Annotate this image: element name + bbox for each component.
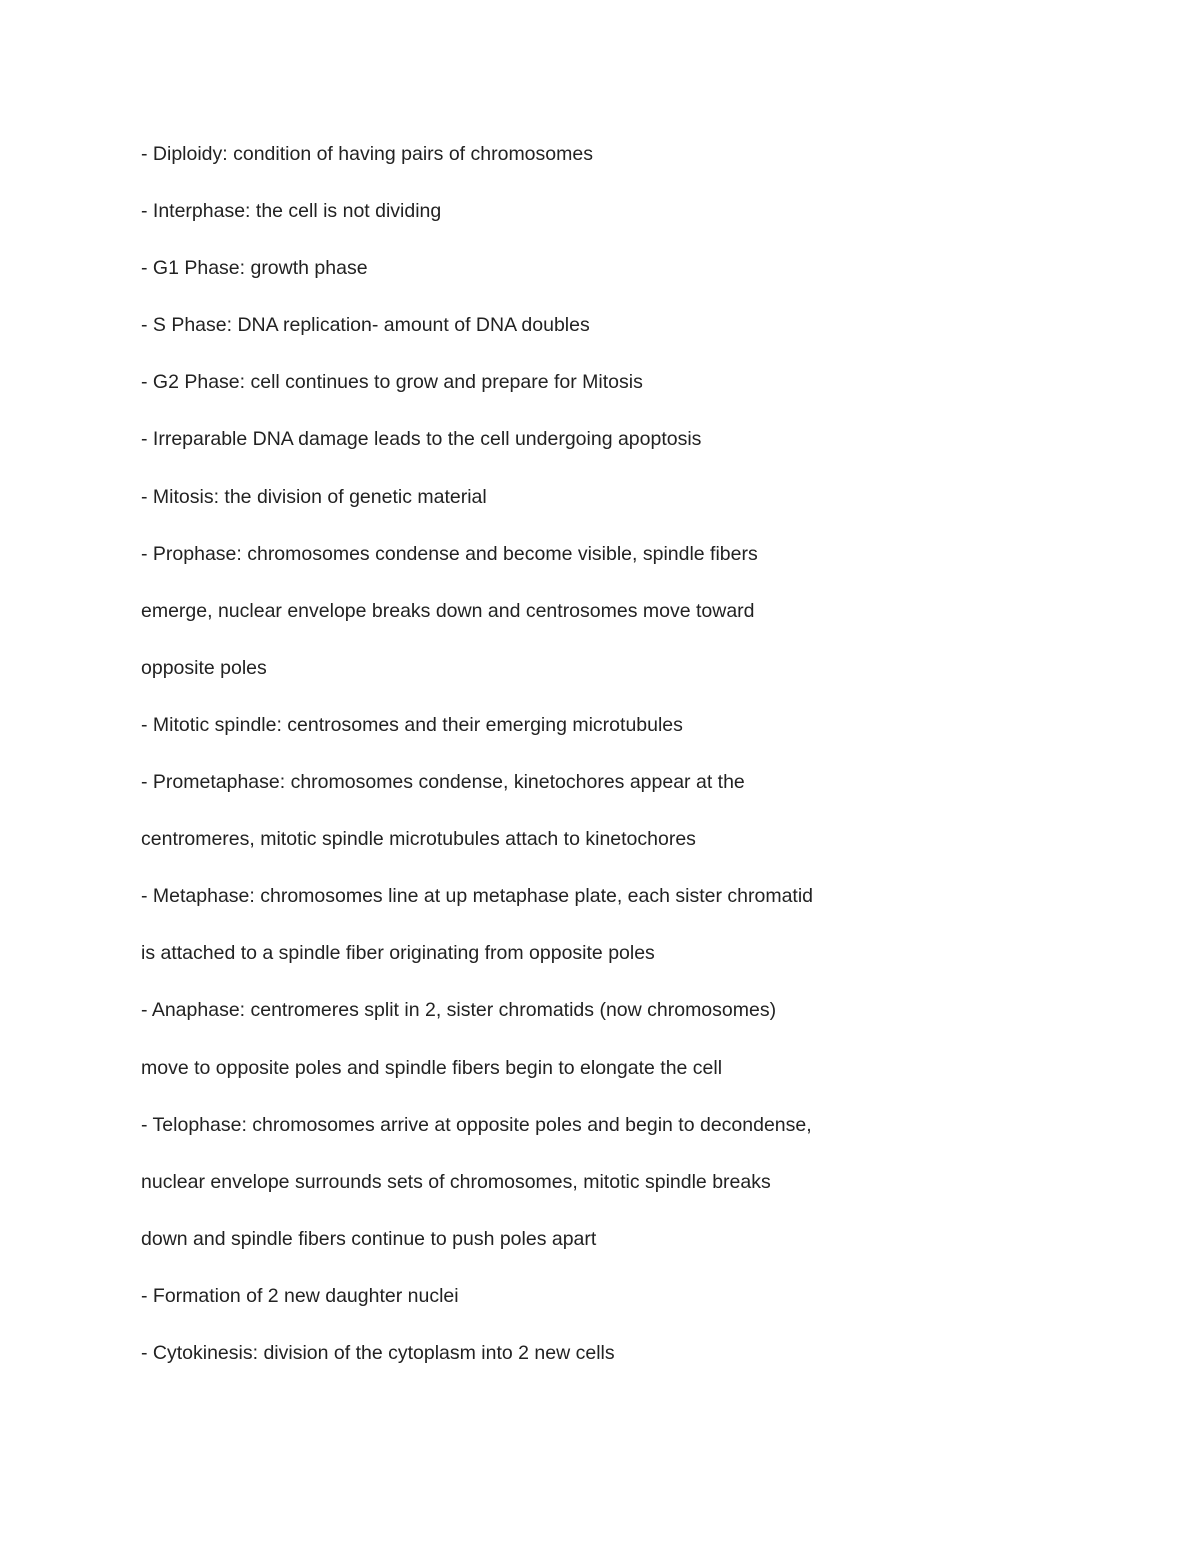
text-line: - Cytokinesis: division of the cytoplasm into 2 new cells [141, 1341, 615, 1364]
text-line: - Prophase: chromosomes condense and become visible, spindle fibers [141, 542, 758, 565]
text-line: - Prometaphase: chromosomes condense, kinetochores appear at the [141, 771, 745, 794]
text-line: - G1 Phase: growth phase [141, 257, 368, 280]
text-line: is attached to a spindle fiber originating from opposite poles [141, 942, 655, 965]
text-line: - Metaphase: chromosomes line at up metaphase plate, each sister chromatid [141, 885, 814, 908]
text-line: - Formation of 2 new daughter nuclei [141, 1284, 459, 1307]
text-line: opposite poles [141, 656, 267, 679]
text-line: - Diploidy: condition of having pairs of chromosomes [141, 143, 593, 165]
text-line: down and spindle fibers continue to push poles apart [141, 1227, 597, 1250]
text-line: centromeres, mitotic spindle microtubules attach to kinetochores [141, 828, 696, 851]
text-line: - S Phase: DNA replication- amount of DNA doubles [141, 314, 590, 337]
document-body [141, 136, 1041, 1392]
text-line: nuclear envelope surrounds sets of chromosomes, mitotic spindle breaks [141, 1170, 771, 1193]
text-line: emerge, nuclear envelope breaks down and centrosomes move toward [141, 599, 755, 622]
text-line: - Irreparable DNA damage leads to the cell undergoing apoptosis [141, 428, 702, 451]
text-line: - Telophase: chromosomes arrive at opposite poles and begin to decondense, [141, 1113, 812, 1136]
text-line: - Interphase: the cell is not dividing [141, 200, 442, 223]
text-line: move to opposite poles and spindle fibers begin to elongate the cell [141, 1056, 723, 1079]
text-line: - Mitosis: the division of genetic material [141, 485, 487, 508]
text-line: - G2 Phase: cell continues to grow and prepare for Mitosis [141, 371, 643, 394]
text-line: - Anaphase: centromeres split in 2, sister chromatids (now chromosomes) [141, 999, 777, 1022]
text-line: - Mitotic spindle: centrosomes and their emerging microtubules [141, 713, 683, 736]
